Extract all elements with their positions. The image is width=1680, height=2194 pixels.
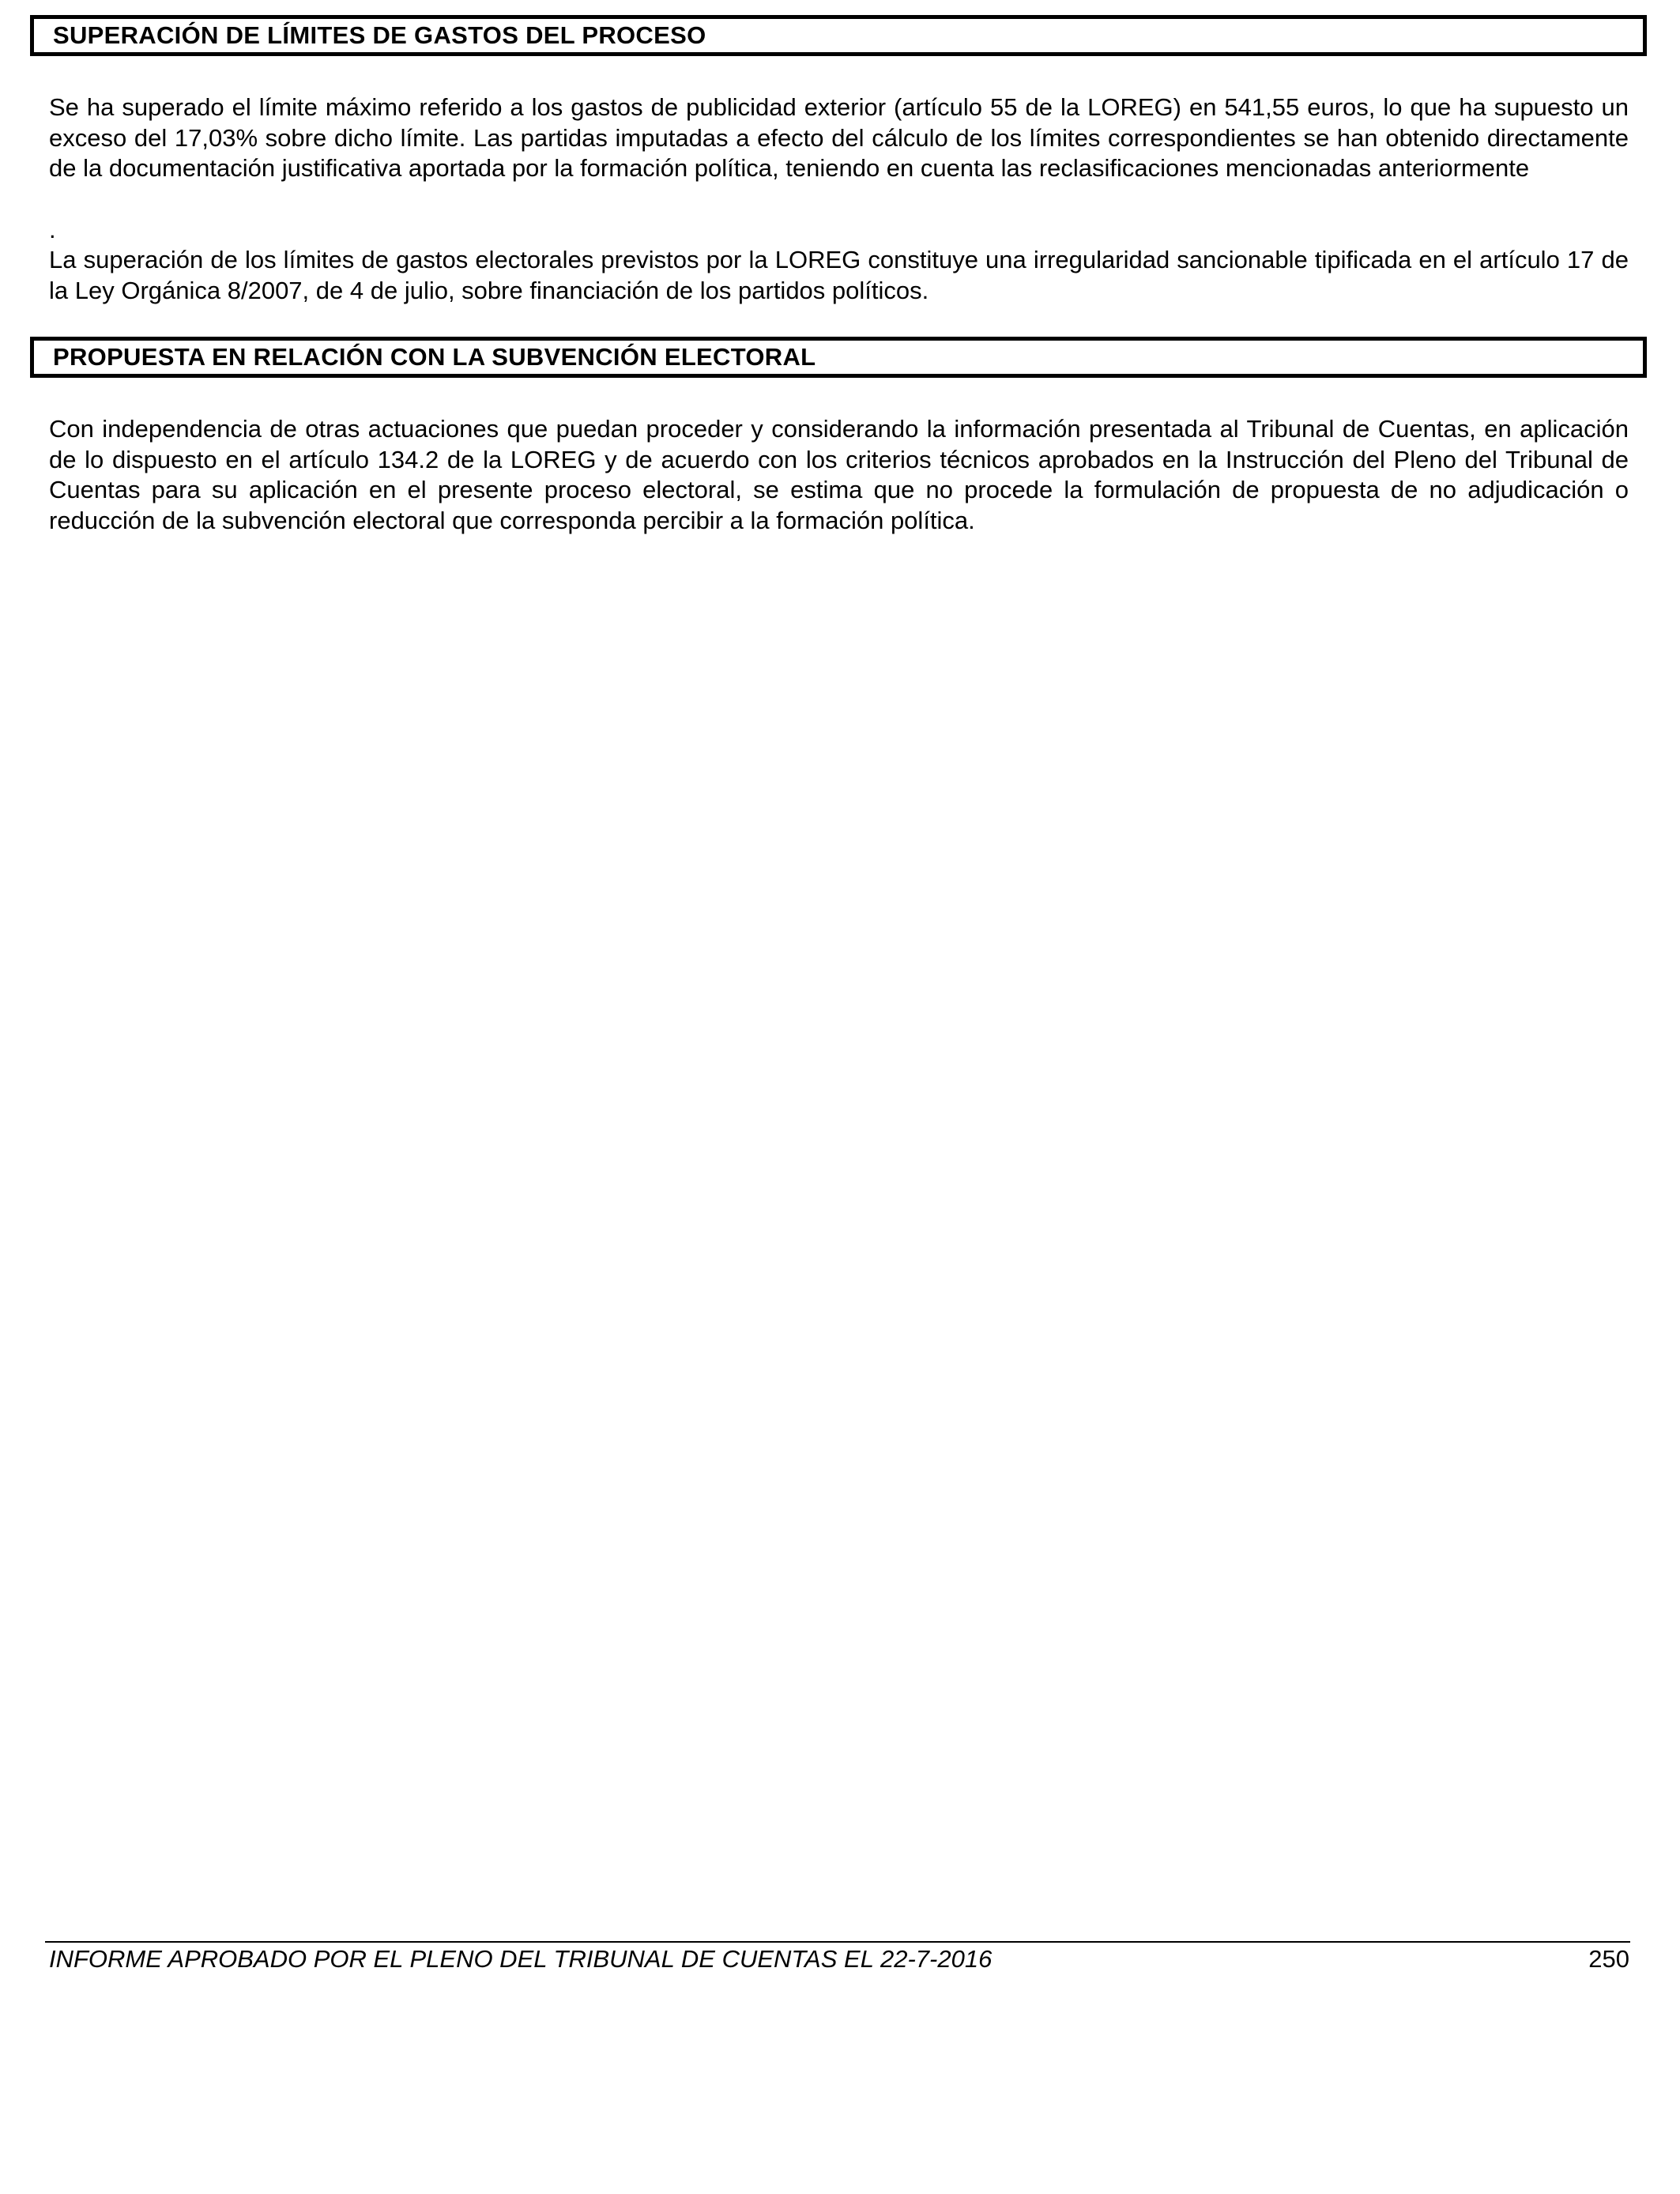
paragraph-superacion-limite: Se ha superado el límite máximo referido a los gastos de publicidad exterior (artículo 55 de la LOREG) en 541,55 euros, lo que ha supuesto un exceso del 17,03% sobre dicho límite. Las partidas imputadas a efecto del cálculo de los límites correspondientes se han obtenido directamente de la documentación justificativa aportada por la formación política, teniendo en cuenta las reclasificaciones mencionadas anteriormente [49,93,1629,182]
section-heading-box-limites [30,15,1647,56]
footer-divider [45,1941,1630,1943]
page-number: 250 [1588,1945,1629,1973]
paragraph-propuesta: Con independencia de otras actuaciones que puedan proceder y considerando la información presentada al Tribunal de Cuentas, en aplicación de lo dispuesto en el artículo 134.2 de la LOREG y de acuerdo con los criterios técnicos aprobados en la Instrucción del Pleno del Tribunal de Cuentas para su aplicación en el presente proceso electoral, se estima que no procede la formulación de propuesta de no adjudicación o reducción de la subvención electoral que corresponda percibir a la formación política. [49,415,1629,534]
paragraph-period: . [49,216,56,243]
section-title-limites: SUPERACIÓN DE LÍMITES DE GASTOS DEL PROCESO [53,21,706,49]
section-title-propuesta: PROPUESTA EN RELACIÓN CON LA SUBVENCIÓN ELECTORAL [53,343,816,371]
section-heading-box-propuesta [30,337,1647,378]
footer-report-text: INFORME APROBADO POR EL PLENO DEL TRIBUNAL DE CUENTAS EL 22-7-2016 [49,1945,993,1973]
paragraph-irregularidad: La superación de los límites de gastos electorales previstos por la LOREG constituye una irregularidad sancionable tipificada en el artículo 17 de la Ley Orgánica 8/2007, de 4 de julio, sobre financiación de los partidos políticos. [49,246,1629,304]
